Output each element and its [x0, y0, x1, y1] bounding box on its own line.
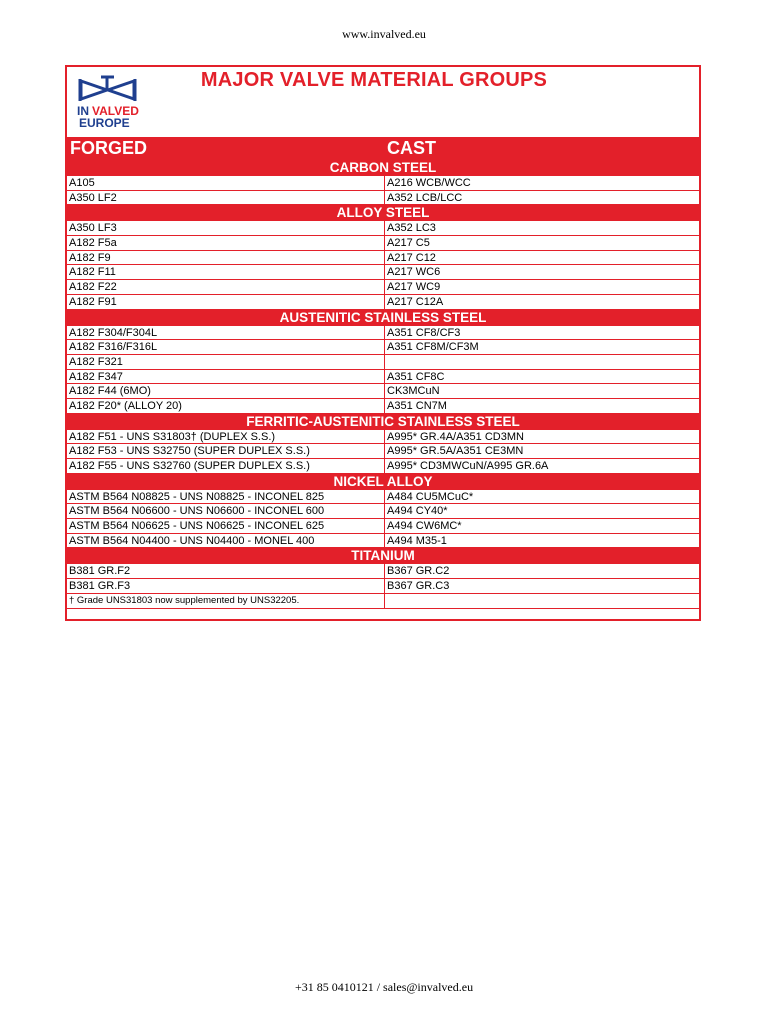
cast-cell: A351 CF8M/CF3M [387, 341, 479, 354]
footnote-empty-cell [385, 594, 699, 608]
table-row [67, 519, 699, 534]
cast-cell: A217 C12A [387, 295, 444, 308]
column-header [67, 137, 699, 160]
forged-cell: A105 [67, 176, 385, 190]
table-row [67, 534, 699, 549]
company-logo [75, 75, 155, 135]
group-header: CARBON STEEL [67, 160, 699, 176]
cast-cell: A494 M35-1 [387, 534, 447, 547]
forged-cell: A350 LF2 [67, 191, 385, 205]
cast-cell: A484 CU5MCuC* [387, 490, 474, 503]
cast-cell: A352 LC3 [387, 222, 436, 235]
cast-cell: A352 LCB/LCC [387, 191, 463, 204]
table-row [67, 221, 699, 236]
table-row [67, 459, 699, 474]
footnote: † Grade UNS31803 now supplemented by UNS32205. [67, 594, 385, 608]
logo-in: IN [77, 104, 89, 118]
table-row [67, 251, 699, 266]
cast-cell: A995* GR.4A/A351 CD3MN [387, 430, 524, 443]
table-row [67, 355, 699, 370]
cast-cell: A216 WCB/WCC [387, 177, 471, 189]
cast-cell: A351 CN7M [387, 399, 447, 412]
table-row [67, 430, 699, 445]
valve-icon [80, 77, 135, 101]
table-row [67, 564, 699, 579]
forged-cell: A182 F51 - UNS S31803† (DUPLEX S.S.) [67, 430, 385, 444]
table-row [67, 280, 699, 295]
forged-cell: A182 F22 [67, 280, 385, 294]
cast-cell: A351 CF8/CF3 [387, 326, 461, 339]
group-header: NICKEL ALLOY [67, 474, 699, 490]
forged-cell: ASTM B564 N08825 - UNS N08825 - INCONEL 825 [67, 490, 385, 504]
forged-cell: ASTM B564 N04400 - UNS N04400 - MONEL 400 [67, 534, 385, 548]
cast-cell: A217 C12 [387, 251, 436, 264]
forged-cell: A182 F347 [67, 370, 385, 384]
group-header: FERRITIC-AUSTENITIC STAINLESS STEEL [67, 414, 699, 430]
forged-cell: A182 F5a [67, 236, 385, 250]
table-row [67, 579, 699, 594]
forged-cell: A182 F53 - UNS S32750 (SUPER DUPLEX S.S.) [67, 444, 385, 458]
cast-cell: A494 CW6MC* [387, 520, 462, 533]
table-row [67, 340, 699, 355]
table-row [67, 265, 699, 280]
column-cast: CAST [387, 138, 436, 158]
forged-cell: A182 F91 [67, 295, 385, 309]
cast-cell: A351 CF8C [387, 370, 445, 383]
table-row [67, 399, 699, 414]
column-forged: FORGED [70, 138, 148, 158]
forged-cell: A182 F304/F304L [67, 326, 385, 340]
cast-cell: B367 GR.C2 [387, 565, 450, 578]
forged-cell: ASTM B564 N06600 - UNS N06600 - INCONEL 600 [67, 504, 385, 518]
group-header: AUSTENITIC STAINLESS STEEL [67, 310, 699, 326]
forged-cell: A182 F316/F316L [67, 340, 385, 354]
table-row [67, 370, 699, 385]
footnote-row [67, 594, 699, 609]
logo-valved: VALVED [92, 104, 139, 118]
cast-cell: A995* CD3MWCuN/A995 GR.6A [387, 460, 549, 472]
group-header: ALLOY STEEL [67, 205, 699, 221]
forged-cell: A182 F20* (ALLOY 20) [67, 399, 385, 413]
forged-cell: A182 F11 [67, 265, 385, 279]
table-body [67, 160, 699, 609]
forged-cell: A182 F44 (6MO) [67, 384, 385, 398]
table-row [67, 191, 699, 206]
table-row [67, 504, 699, 519]
page-title: MAJOR VALVE MATERIAL GROUPS [200, 69, 548, 91]
cast-cell: CK3MCuN [387, 385, 440, 398]
table-row [67, 490, 699, 505]
group-header: TITANIUM [67, 548, 699, 564]
forged-cell: ASTM B564 N06625 - UNS N06625 - INCONEL 625 [67, 519, 385, 533]
table-row [67, 176, 699, 191]
cast-cell: A494 CY40* [387, 505, 448, 518]
forged-cell: B381 GR.F2 [67, 564, 385, 578]
cast-cell: A995* GR.5A/A351 CE3MN [387, 445, 524, 458]
table-row [67, 236, 699, 251]
cast-cell [385, 355, 699, 369]
title-area [67, 67, 699, 137]
forged-cell: A182 F9 [67, 251, 385, 265]
cast-cell: B367 GR.C3 [387, 580, 450, 593]
forged-cell: B381 GR.F3 [67, 579, 385, 593]
cast-cell: A217 C5 [387, 237, 430, 250]
table-row [67, 295, 699, 310]
footer-contact: +31 85 0410121 / sales@invalved.eu [294, 980, 474, 994]
forged-cell: A182 F321 [67, 355, 385, 369]
material-table [65, 65, 701, 621]
table-row [67, 384, 699, 399]
cast-cell: A217 WC6 [387, 266, 441, 279]
cast-cell: A217 WC9 [387, 281, 441, 294]
table-row [67, 326, 699, 341]
forged-cell: A350 LF3 [67, 221, 385, 235]
table-row [67, 444, 699, 459]
header-url: www.invalved.eu [342, 27, 426, 41]
forged-cell: A182 F55 - UNS S32760 (SUPER DUPLEX S.S.) [67, 459, 385, 473]
logo-europe: EUROPE [79, 116, 130, 130]
